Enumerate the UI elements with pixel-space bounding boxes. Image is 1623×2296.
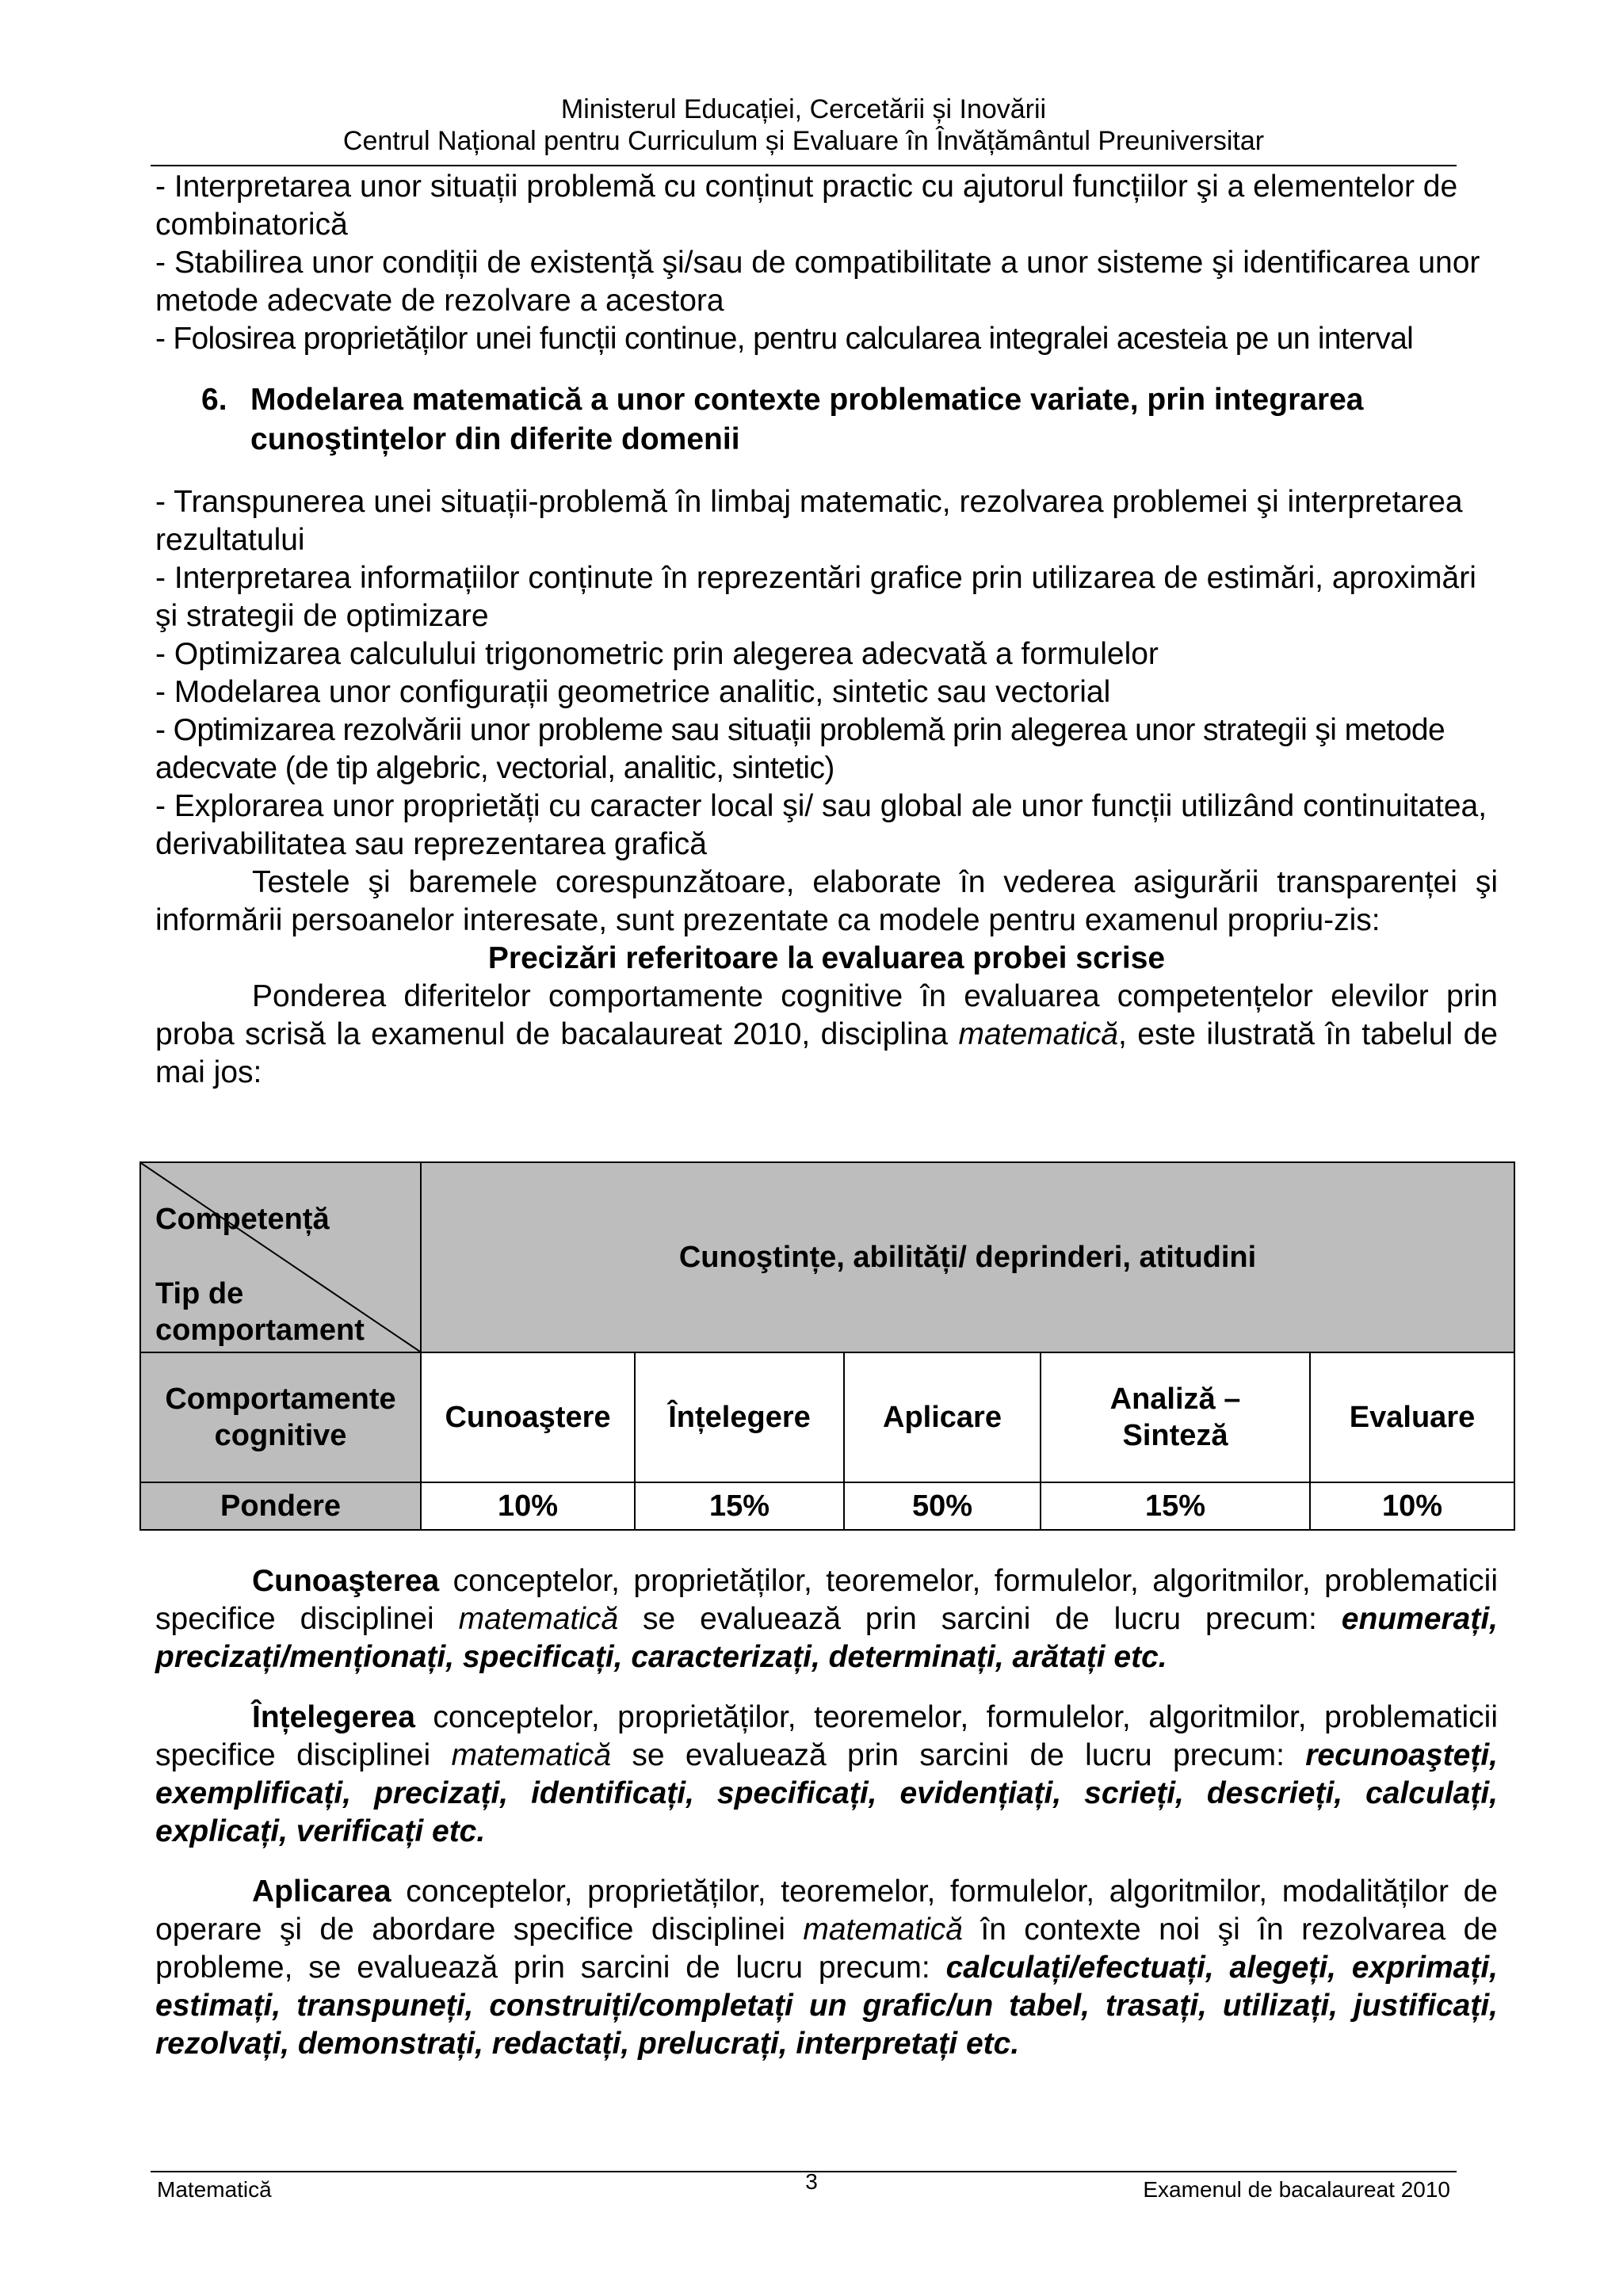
header-ministry: Ministerul Educației, Cercetării și Inovării bbox=[560, 94, 1047, 124]
paragraph-text: conceptelor, proprietăților, teoremelor, formulelor, algoritmilor, problematicii specifice disciplinei bbox=[155, 1564, 1498, 1636]
diagonal-header-cell bbox=[140, 1162, 421, 1352]
list-item: - Interpretarea informațiilor conținute în reprezentări grafice prin utilizarea de estimări, aproximări şi strategii de optimizare bbox=[155, 561, 1476, 633]
list-item: - Optimizarea rezolvării unor probleme sau situații problemă prin alegerea unor strategii şi metode adecvate (de tip algebric, vectorial, analitic, sintetic) bbox=[155, 713, 1445, 785]
table-cell-weight: 10% bbox=[1310, 1482, 1514, 1530]
competency-label: Competență bbox=[155, 1203, 330, 1236]
paragraph-lead: Aplicarea bbox=[252, 1875, 391, 1909]
paragraph-lead: Cunoaşterea bbox=[252, 1564, 440, 1598]
table-cell-weight: 15% bbox=[1041, 1482, 1310, 1530]
row-label-weight: Pondere bbox=[140, 1482, 421, 1530]
section-title: Modelarea matematică a unor contexte problematice variate, prin integrarea cunoştințelor din diferite domenii bbox=[250, 383, 1364, 456]
table-cell-category: Înțelegere bbox=[635, 1352, 844, 1482]
task-verbs: recunoaşteți, exemplificați, precizați, identificați, specificați, evidențiați, scrieți, descrieți, calculați, explicați, verificați etc. bbox=[155, 1738, 1498, 1848]
table-cell-weight: 10% bbox=[421, 1482, 635, 1530]
table-cell-category: Aplicare bbox=[844, 1352, 1041, 1482]
page-number: 3 bbox=[805, 2169, 818, 2194]
footer-rule bbox=[151, 2171, 1457, 2172]
knowledge-paragraph bbox=[155, 1562, 1498, 1676]
page-content bbox=[155, 168, 1498, 1092]
weight-intro-paragraph bbox=[155, 978, 1498, 1092]
paragraph-text: se evaluează prin sarcini de lucru precum: bbox=[611, 1738, 1306, 1772]
intro-text-end: , este ilustrată în tabelul de mai jos: bbox=[155, 1017, 1498, 1089]
discipline-name: matematică bbox=[458, 1602, 619, 1636]
behavior-type-label: Tip de comportament bbox=[155, 1277, 365, 1347]
page-content-lower bbox=[155, 1562, 1498, 2063]
table-cell-weight: 15% bbox=[635, 1482, 844, 1530]
section-heading bbox=[201, 380, 1498, 460]
discipline-name: matematică bbox=[803, 1913, 963, 1947]
competency-list-a bbox=[155, 168, 1498, 358]
understanding-paragraph bbox=[155, 1699, 1498, 1851]
table-cell-category: Evaluare bbox=[1310, 1352, 1514, 1482]
paragraph-text: conceptelor, proprietăților, teoremelor, formulelor, algoritmilor, problematicii specifice disciplinei bbox=[155, 1700, 1498, 1772]
page-header bbox=[151, 93, 1457, 157]
task-verbs: calculați/efectuați, alegeți, exprimați, estimați, transpuneți, construiți/completați un grafic/un tabel, trasați, utilizați, justificați, rezolvați, demonstrați, redactați, prelucrați, interpretați etc. bbox=[155, 1951, 1498, 2061]
tests-paragraph: Testele şi baremele corespunzătoare, elaborate în vederea asigurării transparenței şi informării persoanelor interesate, sunt prezentate ca modele pentru examenul propriu-zis: bbox=[155, 865, 1498, 937]
list-item: - Interpretarea unor situații problemă cu conținut practic cu ajutorul funcțiilor şi a elementelor de combinatorică bbox=[155, 170, 1458, 242]
list-item: - Modelarea unor configurații geometrice analitic, sintetic sau vectorial bbox=[155, 675, 1111, 709]
header-rule bbox=[151, 165, 1457, 166]
paragraph-text: conceptelor, proprietăților, teoremelor, formulelor, algoritmilor, modalităților de operare şi de abordare specifice disciplinei bbox=[155, 1875, 1498, 1947]
evaluation-heading: Precizări referitoare la evaluarea probei scrise bbox=[487, 941, 1166, 975]
paragraph-text: în contexte noi şi în rezolvarea de probleme, se evaluează prin sarcini de lucru precum: bbox=[155, 1913, 1498, 1985]
footer-exam: Examenul de bacalaureat 2010 bbox=[1143, 2177, 1450, 2202]
table-cell-category: Cunoaştere bbox=[421, 1352, 635, 1482]
list-item: - Optimizarea calculului trigonometric prin alegerea adecvată a formulelor bbox=[155, 637, 1159, 671]
list-item: - Stabilirea unor condiții de existență şi/sau de compatibilitate a unor sisteme şi identificarea unor metode adecvate de rezolvare a acestora bbox=[155, 246, 1480, 318]
footer-subject: Matematică bbox=[157, 2177, 272, 2202]
discipline-name: matematică bbox=[958, 1017, 1119, 1051]
table-span-header: Cunoştințe, abilități/ deprinderi, atitudini bbox=[421, 1162, 1514, 1352]
task-verbs: enumerați, precizați/menționați, specificați, caracterizați, determinați, arătați etc. bbox=[155, 1602, 1498, 1674]
application-paragraph bbox=[155, 1873, 1498, 2063]
section-number: 6. bbox=[201, 383, 227, 417]
list-item: - Transpunerea unei situații-problemă în limbaj matematic, rezolvarea problemei şi interpretarea rezultatului bbox=[155, 485, 1463, 557]
competency-list-b bbox=[155, 483, 1498, 864]
table-cell-category: Analiză – Sinteză bbox=[1041, 1352, 1310, 1482]
paragraph-text: se evaluează prin sarcini de lucru precum: bbox=[618, 1602, 1342, 1636]
discipline-name: matematică bbox=[451, 1738, 612, 1772]
header-center: Centrul Național pentru Curriculum și Evaluare în Învățământul Preuniversitar bbox=[342, 126, 1265, 156]
intro-text: Ponderea diferitelor comportamente cognitive în evaluarea competențelor elevilor prin proba scrisă la examenul de bacalaureat 2010, disciplina bbox=[155, 979, 1498, 1051]
list-item: - Folosirea proprietăților unei funcții continue, pentru calcularea integralei acesteia pe un interval bbox=[155, 322, 1414, 356]
list-item: - Explorarea unor proprietăți cu caracter local şi/ sau global ale unor funcții utilizând continuitatea, derivabilitatea sau reprezentarea grafică bbox=[155, 789, 1487, 861]
weights-table bbox=[139, 1161, 1515, 1531]
row-label-cognitive: Comportamente cognitive bbox=[140, 1352, 421, 1482]
table-cell-weight: 50% bbox=[844, 1482, 1041, 1530]
paragraph-lead: Înțelegerea bbox=[252, 1700, 415, 1734]
